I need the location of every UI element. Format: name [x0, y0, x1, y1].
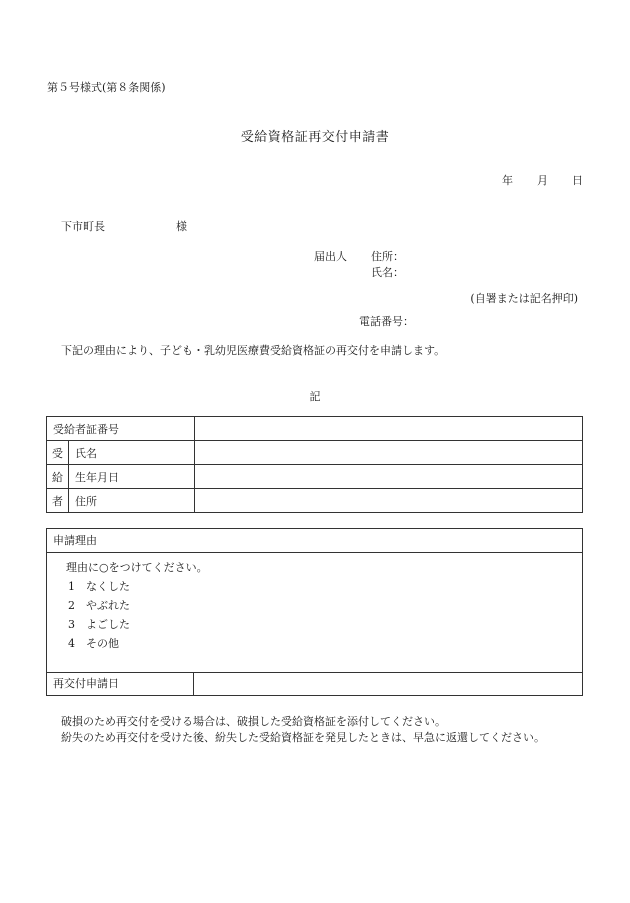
form-number: 第５号様式(第８条関係)	[47, 81, 166, 94]
recipient-name-field[interactable]	[195, 441, 583, 465]
recipient-address-label: 住所	[69, 489, 195, 513]
reason-option-2[interactable]	[68, 597, 130, 613]
recipient-vertical-char: 者	[47, 489, 69, 513]
reason-option-number: 2	[68, 599, 75, 612]
reason-option-1[interactable]	[68, 578, 130, 594]
reason-option-3[interactable]	[68, 616, 130, 632]
recipient-vertical-char: 受	[47, 441, 69, 465]
reason-option-number: 1	[68, 580, 75, 593]
recipient-info-table	[46, 416, 583, 513]
note-damage: 破損のため再交付を受ける場合は、破損した受給資格証を添付してください。	[61, 715, 446, 728]
reason-option-number: 4	[68, 637, 75, 650]
reason-option-text: よごした	[86, 618, 130, 631]
table-row	[47, 417, 583, 441]
reissue-date-label: 再交付申請日	[53, 677, 119, 690]
table-row	[47, 489, 583, 513]
cert-number-label: 受給者証番号	[47, 417, 195, 441]
recipient-name-label: 氏名	[69, 441, 195, 465]
phone-label: 電話番号：	[359, 315, 414, 328]
birthdate-label: 生年月日	[69, 465, 195, 489]
reason-option-number: 3	[68, 618, 75, 631]
reason-option-text: その他	[86, 637, 119, 650]
birthdate-field[interactable]	[195, 465, 583, 489]
applicant-name-label: 氏名：	[371, 266, 404, 279]
reason-instruction: 理由に○をつけてください。	[66, 561, 208, 574]
cert-number-field[interactable]	[195, 417, 583, 441]
reason-option-4[interactable]	[68, 635, 119, 651]
column-divider	[193, 673, 194, 695]
reason-option-text: なくした	[86, 580, 130, 593]
date-day-label: 日	[572, 174, 583, 187]
table-row	[47, 441, 583, 465]
table-row	[47, 465, 583, 489]
date-month-label: 月	[537, 174, 548, 187]
recipient-address-field[interactable]	[195, 489, 583, 513]
document-title: 受給資格証再交付申請書	[240, 130, 390, 145]
reason-option-text: やぶれた	[86, 599, 130, 612]
reason-section	[46, 528, 583, 696]
applicant-heading: 届出人	[314, 250, 347, 263]
ki-heading: 記	[309, 390, 321, 403]
note-lost: 紛失のため再交付を受けた後、紛失した受給資格証を発見したときは、早急に返還してください。	[61, 731, 545, 744]
date-year-label: 年	[502, 174, 513, 187]
seal-note: (自署または記名押印)	[470, 292, 578, 305]
recipient-vertical-char: 給	[47, 465, 69, 489]
honorific-sama: 様	[176, 220, 187, 233]
application-statement: 下記の理由により、子ども・乳幼児医療費受給資格証の再交付を申請します。	[61, 344, 446, 357]
addressee: 下市町長	[61, 220, 105, 233]
reason-heading: 申請理由	[47, 529, 582, 553]
reissue-date-row	[47, 672, 582, 695]
applicant-address-label: 住所：	[371, 250, 404, 263]
